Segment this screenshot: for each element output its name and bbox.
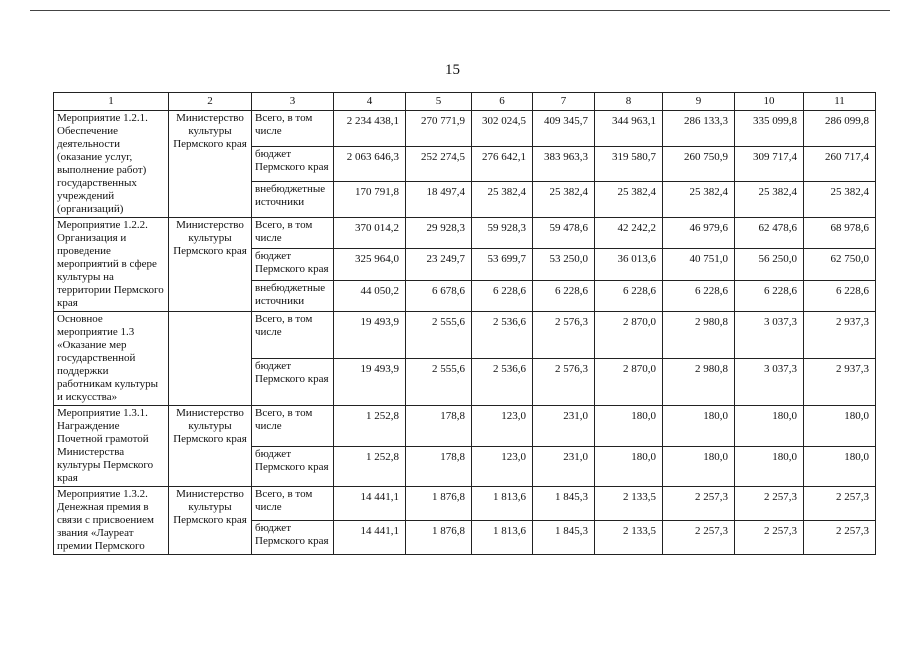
activity-name-cell: Мероприятие 1.3.1. Награждение Почетной грамотой Министерства культуры Пермского края — [54, 406, 169, 487]
amount-cell: 14 441,1 — [334, 487, 406, 521]
executor-cell: Министерство культуры Пермского края — [169, 487, 252, 555]
amount-cell: 2 576,3 — [533, 312, 595, 359]
amount-cell: 344 963,1 — [595, 111, 663, 147]
amount-cell: 325 964,0 — [334, 249, 406, 280]
amount-cell: 6 228,6 — [735, 280, 804, 311]
amount-cell: 2 257,3 — [804, 487, 876, 521]
column-header: 9 — [663, 93, 735, 111]
amount-cell: 276 642,1 — [472, 146, 533, 182]
amount-cell: 1 813,6 — [472, 487, 533, 521]
amount-cell: 2 257,3 — [663, 487, 735, 521]
amount-cell: 53 250,0 — [533, 249, 595, 280]
amount-cell: 2 536,6 — [472, 359, 533, 406]
column-header: 7 — [533, 93, 595, 111]
amount-cell: 180,0 — [804, 406, 876, 447]
executor-cell — [169, 312, 252, 406]
activity-name-cell: Мероприятие 1.2.1. Обеспечение деятельности (оказание услуг, выполнение работ) государственных учреждений (организаций) — [54, 111, 169, 218]
amount-cell: 302 024,5 — [472, 111, 533, 147]
amount-cell: 1 845,3 — [533, 521, 595, 555]
amount-cell: 2 133,5 — [595, 487, 663, 521]
amount-cell: 260 717,4 — [804, 146, 876, 182]
amount-cell: 53 699,7 — [472, 249, 533, 280]
amount-cell: 231,0 — [533, 446, 595, 487]
amount-cell: 6 228,6 — [533, 280, 595, 311]
amount-cell: 2 980,8 — [663, 312, 735, 359]
amount-cell: 62 750,0 — [804, 249, 876, 280]
column-header: 2 — [169, 93, 252, 111]
page-number: 15 — [445, 62, 460, 78]
activity-name-cell: Основное мероприятие 1.3 «Оказание мер государственной поддержки работникам культуры и искусства» — [54, 312, 169, 406]
amount-cell: 1 813,6 — [472, 521, 533, 555]
amount-cell: 6 228,6 — [595, 280, 663, 311]
amount-cell: 2 980,8 — [663, 359, 735, 406]
funding-source-cell: бюджет Пермского края — [252, 521, 334, 555]
amount-cell: 68 978,6 — [804, 218, 876, 249]
column-header: 5 — [406, 93, 472, 111]
funding-source-cell: бюджет Пермского края — [252, 146, 334, 182]
executor-cell: Министерство культуры Пермского края — [169, 111, 252, 218]
amount-cell: 180,0 — [663, 406, 735, 447]
funding-source-cell: бюджет Пермского края — [252, 249, 334, 280]
amount-cell: 2 555,6 — [406, 359, 472, 406]
amount-cell: 59 928,3 — [472, 218, 533, 249]
executor-cell: Министерство культуры Пермского края — [169, 218, 252, 312]
budget-table — [53, 92, 876, 555]
amount-cell: 46 979,6 — [663, 218, 735, 249]
amount-cell: 36 013,6 — [595, 249, 663, 280]
funding-source-cell: Всего, в том числе — [252, 487, 334, 521]
column-header: 8 — [595, 93, 663, 111]
amount-cell: 260 750,9 — [663, 146, 735, 182]
amount-cell: 180,0 — [735, 406, 804, 447]
amount-cell: 409 345,7 — [533, 111, 595, 147]
activity-name-cell: Мероприятие 1.3.2. Денежная премия в связи с присвоением звания «Лауреат премии Пермского — [54, 487, 169, 555]
amount-cell: 29 928,3 — [406, 218, 472, 249]
page-fold-mask — [53, 592, 875, 652]
amount-cell: 286 133,3 — [663, 111, 735, 147]
table-row — [54, 111, 876, 147]
top-border-line — [30, 10, 890, 11]
amount-cell: 56 250,0 — [735, 249, 804, 280]
amount-cell: 231,0 — [533, 406, 595, 447]
amount-cell: 1 876,8 — [406, 487, 472, 521]
amount-cell: 18 497,4 — [406, 182, 472, 218]
amount-cell: 319 580,7 — [595, 146, 663, 182]
amount-cell: 40 751,0 — [663, 249, 735, 280]
amount-cell: 2 937,3 — [804, 359, 876, 406]
amount-cell: 180,0 — [595, 406, 663, 447]
amount-cell: 2 257,3 — [735, 521, 804, 555]
amount-cell: 178,8 — [406, 406, 472, 447]
amount-cell: 3 037,3 — [735, 359, 804, 406]
funding-source-cell: бюджет Пермского края — [252, 359, 334, 406]
amount-cell: 180,0 — [735, 446, 804, 487]
amount-cell: 3 037,3 — [735, 312, 804, 359]
amount-cell: 2 576,3 — [533, 359, 595, 406]
funding-source-cell: Всего, в том числе — [252, 406, 334, 447]
amount-cell: 180,0 — [595, 446, 663, 487]
executor-cell: Министерство культуры Пермского края — [169, 406, 252, 487]
column-header: 1 — [54, 93, 169, 111]
amount-cell: 178,8 — [406, 446, 472, 487]
column-header: 11 — [804, 93, 876, 111]
amount-cell: 252 274,5 — [406, 146, 472, 182]
funding-source-cell: Всего, в том числе — [252, 218, 334, 249]
amount-cell: 42 242,2 — [595, 218, 663, 249]
amount-cell: 123,0 — [472, 406, 533, 447]
amount-cell: 335 099,8 — [735, 111, 804, 147]
amount-cell: 2 555,6 — [406, 312, 472, 359]
amount-cell: 2 234 438,1 — [334, 111, 406, 147]
amount-cell: 6 228,6 — [804, 280, 876, 311]
funding-source-cell: бюджет Пермского края — [252, 446, 334, 487]
amount-cell: 1 876,8 — [406, 521, 472, 555]
table-row — [54, 218, 876, 249]
amount-cell: 286 099,8 — [804, 111, 876, 147]
amount-cell: 25 382,4 — [735, 182, 804, 218]
amount-cell: 180,0 — [663, 446, 735, 487]
amount-cell: 19 493,9 — [334, 312, 406, 359]
funding-source-cell: внебюджетные источники — [252, 182, 334, 218]
amount-cell: 2 257,3 — [663, 521, 735, 555]
amount-cell: 44 050,2 — [334, 280, 406, 311]
amount-cell: 2 063 646,3 — [334, 146, 406, 182]
column-header: 4 — [334, 93, 406, 111]
table-row — [54, 487, 876, 521]
funding-source-cell: внебюджетные источники — [252, 280, 334, 311]
column-header: 3 — [252, 93, 334, 111]
amount-cell: 1 252,8 — [334, 406, 406, 447]
amount-cell: 2 133,5 — [595, 521, 663, 555]
funding-source-cell: Всего, в том числе — [252, 312, 334, 359]
amount-cell: 2 257,3 — [804, 521, 876, 555]
table-row — [54, 312, 876, 359]
activity-name-cell: Мероприятие 1.2.2. Организация и проведение мероприятий в сфере культуры на территории Пермского края — [54, 218, 169, 312]
amount-cell: 123,0 — [472, 446, 533, 487]
column-header: 6 — [472, 93, 533, 111]
amount-cell: 14 441,1 — [334, 521, 406, 555]
column-header: 10 — [735, 93, 804, 111]
amount-cell: 180,0 — [804, 446, 876, 487]
amount-cell: 25 382,4 — [533, 182, 595, 218]
amount-cell: 6 228,6 — [472, 280, 533, 311]
table-row — [54, 406, 876, 447]
amount-cell: 2 937,3 — [804, 312, 876, 359]
amount-cell: 170 791,8 — [334, 182, 406, 218]
amount-cell: 1 845,3 — [533, 487, 595, 521]
amount-cell: 62 478,6 — [735, 218, 804, 249]
table-header-row — [54, 93, 876, 111]
amount-cell: 25 382,4 — [472, 182, 533, 218]
amount-cell: 2 536,6 — [472, 312, 533, 359]
amount-cell: 383 963,3 — [533, 146, 595, 182]
amount-cell: 2 257,3 — [735, 487, 804, 521]
amount-cell: 2 870,0 — [595, 359, 663, 406]
amount-cell: 1 252,8 — [334, 446, 406, 487]
amount-cell: 6 678,6 — [406, 280, 472, 311]
amount-cell: 25 382,4 — [663, 182, 735, 218]
amount-cell: 25 382,4 — [595, 182, 663, 218]
amount-cell: 19 493,9 — [334, 359, 406, 406]
amount-cell: 6 228,6 — [663, 280, 735, 311]
funding-source-cell: Всего, в том числе — [252, 111, 334, 147]
amount-cell: 370 014,2 — [334, 218, 406, 249]
amount-cell: 2 870,0 — [595, 312, 663, 359]
amount-cell: 59 478,6 — [533, 218, 595, 249]
amount-cell: 270 771,9 — [406, 111, 472, 147]
amount-cell: 23 249,7 — [406, 249, 472, 280]
amount-cell: 309 717,4 — [735, 146, 804, 182]
amount-cell: 25 382,4 — [804, 182, 876, 218]
